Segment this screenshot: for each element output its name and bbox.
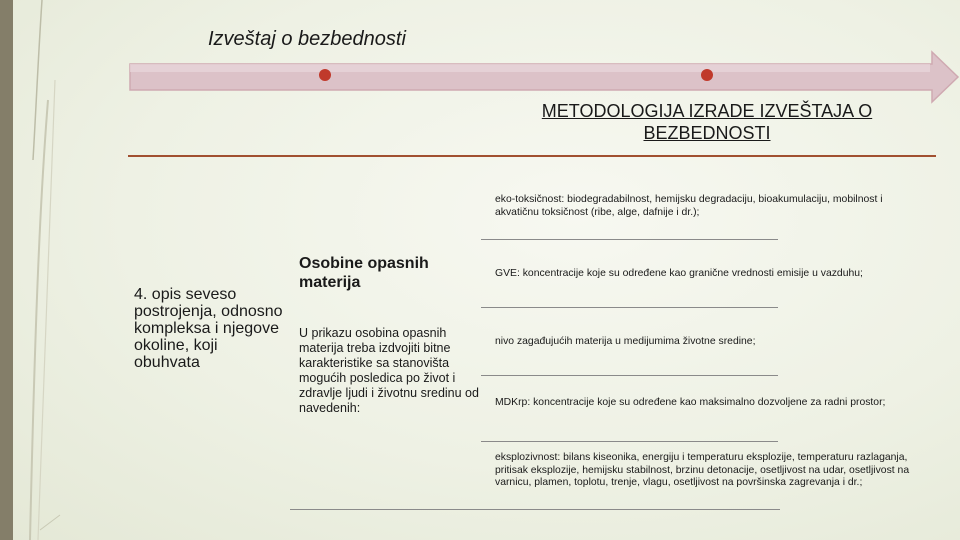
properties-title: Osobine opasnih materija [299, 255, 429, 291]
section-title: METODOLOGIJA IZRADE IZVEŠTAJA O BEZBEDNOSTI [541, 101, 873, 143]
list-item-pollutants: nivo zagađujućih materija u medijumima životne sredine; [495, 336, 756, 347]
properties-description: U prikazu osobina opasnih materija treba izdvojiti bitne karakteristike sa stanovišta mogućih posledica po život i zdravlje ljudi i životnu sredinu od navedenih: [299, 326, 479, 415]
list-item-explosivity: eksplozivnost: bilans kiseonika, energiju i temperaturu eksplozije, temperaturu razlaganja, pritisak eksplozije, hemijsku stabilnost, brzinu detonacije, osetljivost na udar, osetljivost na varnicu, plamen, toplotu, trenje, vlagu, osetljivost na površinska zagrevanja i dr.; [495, 452, 910, 488]
divider [481, 239, 778, 240]
divider [290, 509, 780, 510]
list-item-mdkrp: MDKrp: koncentracije koje su određene kao maksimalno dozvoljene za radni prostor; [495, 397, 886, 408]
timeline-dot-2 [701, 69, 713, 81]
list-item-ecotoxicity: eko-toksičnost: biodegradabilnost, hemijsku degradaciju, bioakumulaciju, mobilnost i akvatičnu toksičnost (ribe, alge, dafnije i dr.); [495, 194, 883, 218]
deck-title: Izveštaj o bezbednosti [208, 28, 406, 50]
seveso-description: 4. opis seveso postrojenja, odnosno kompleksa i njegove okoline, koji obuhvata [134, 286, 283, 371]
divider [481, 441, 778, 442]
divider [481, 375, 778, 376]
section-divider [128, 155, 936, 157]
timeline-dot-1 [319, 69, 331, 81]
list-item-gve: GVE: koncentracije koje su određene kao granične vrednosti emisije u vazduhu; [495, 268, 863, 279]
divider [481, 307, 778, 308]
